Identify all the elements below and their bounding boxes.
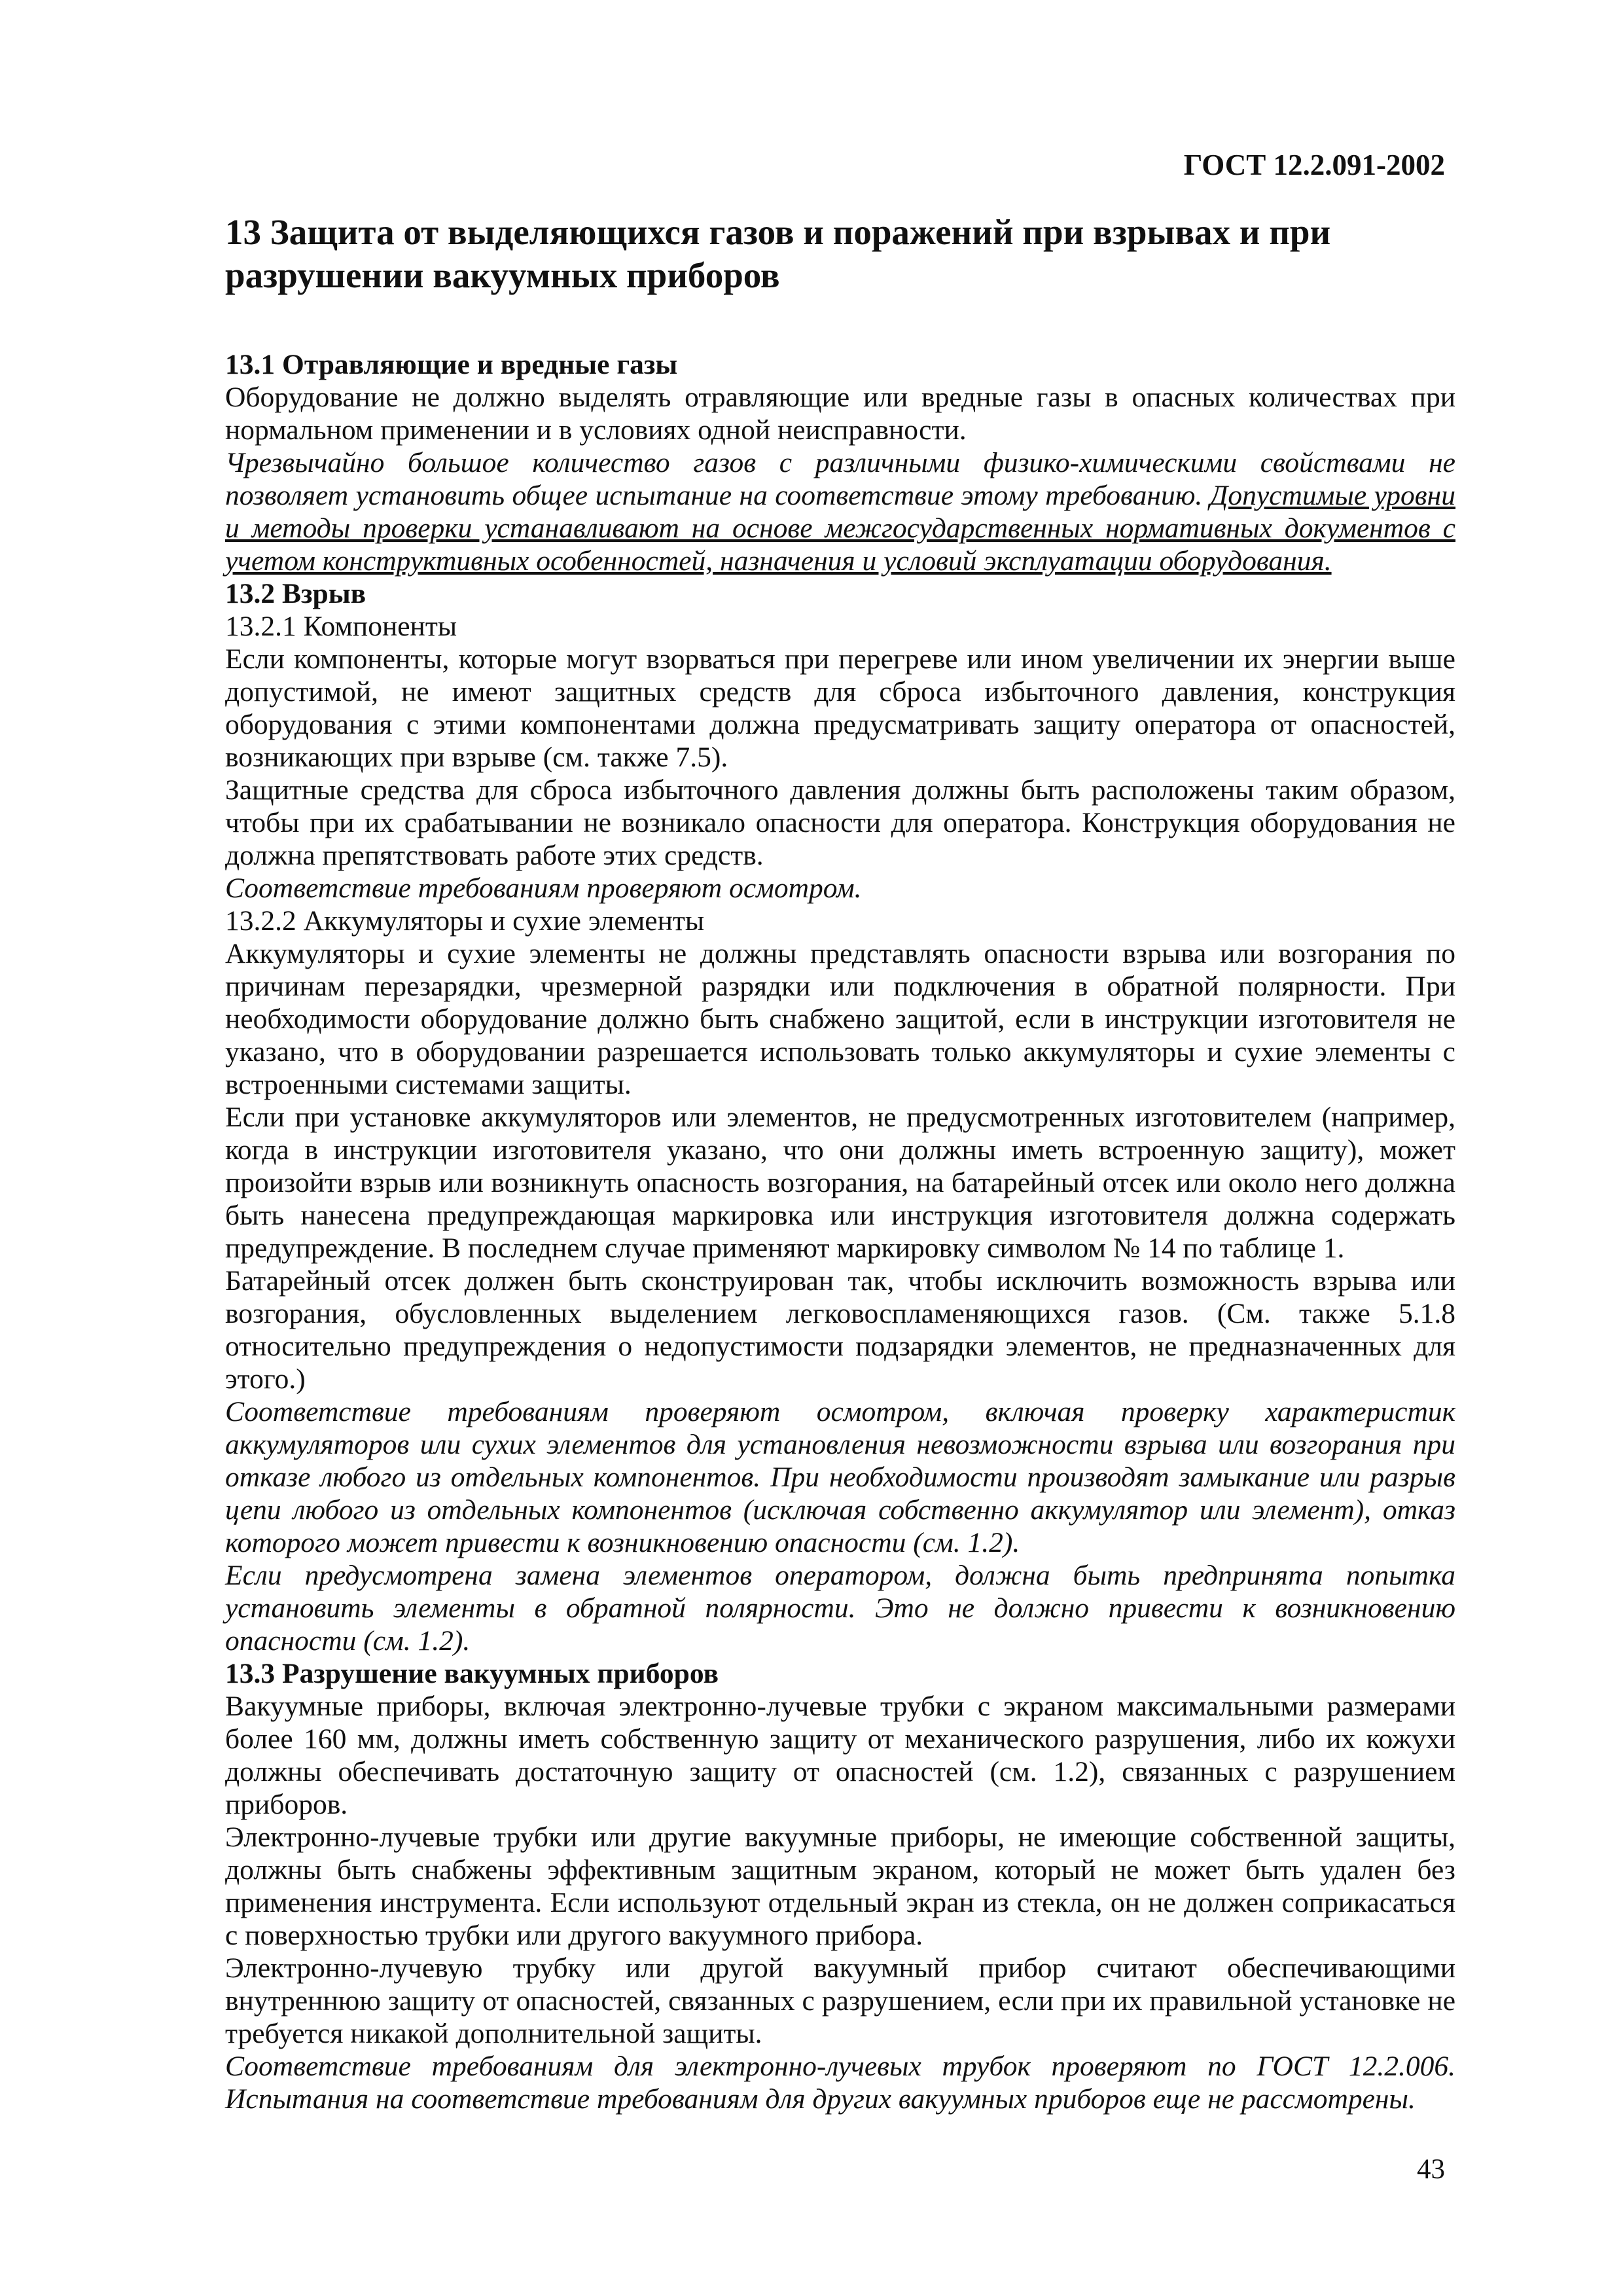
paragraph: Электронно-лучевую трубку или другой вакуумный прибор считают обеспечивающими внутреннюю защиту от опасностей, связанных с разрушением, если при их правильной установке не требуется никакой дополнительной защиты. (225, 1952, 1455, 2049)
paragraph (225, 446, 1455, 577)
document-header: ГОСТ 12.2.091-2002 (1183, 149, 1445, 181)
paragraph: Батарейный отсек должен быть сконструирован так, чтобы исключить возможность взрыва или возгорания, обусловленных выделением легковоспламеняющихся газов. (См. также 5.1.8 относительно предупреждения о недопустимости подзарядки элементов, не предназначенных для этого.) (225, 1265, 1455, 1395)
paragraph: Если компоненты, которые могут взорваться при перегреве или ином увеличении их энергии выше допустимой, не имеют защитных средств для сброса избыточного давления, конструкция оборудования с этими компонентами должна предусматривать защиту оператора от опасностей, возникающих при взрыве (см. также 7.5). (225, 643, 1455, 773)
paragraph: Соответствие требованиям для электронно-лучевых трубок проверяют по ГОСТ 12.2.006. Испытания на соответствие требованиям для других вакуумных приборов еще не рассмотрены. (225, 2051, 1455, 2115)
paragraph: Вакуумные приборы, включая электронно-лучевые трубки с экраном максимальными размерами более 160 мм, должны иметь собственную защиту от механического разрушения, либо их кожухи должны обеспечивать достаточную защиту от опасностей (см. 1.2), связанных с разрушением приборов. (225, 1691, 1455, 1820)
paragraph: Защитные средства для сброса избыточного давления должны быть расположены таким образом, чтобы при их срабатывании не возникало опасности для оператора. Конструкция оборудования не должна препятствовать работе этих средств. (225, 774, 1455, 871)
paragraph: Соответствие требованиям проверяют осмотром. (225, 872, 862, 904)
paragraph: Аккумуляторы и сухие элементы не должны представлять опасности взрыва или возгорания по причинам перезарядки, чрезмерной разрядки или подключения в обратной полярности. При необходимости оборудование должно быть снабжено защитой, если в инструкции изготовителя не указано, что в оборудовании разрешается использовать только аккумуляторы и сухие элементы с встроенными системами защиты. (225, 938, 1455, 1100)
paragraph: Если предусмотрена замена элементов оператором, должна быть предпринята попытка установить элементы в обратной полярности. Это не должно привести к возникновению опасности (см. 1.2). (225, 1560, 1455, 1657)
paragraph: Соответствие требованиям проверяют осмотром, включая проверку характеристик аккумуляторов или сухих элементов для установления невозможности взрыва или возгорания при отказе любого из отдельных компонентов. При необходимости производят замыкание или разрыв цепи любого из отдельных компонентов (исключая собственно аккумулятор или элемент), отказ которого может привести к возникновению опасности (см. 1.2). (225, 1396, 1455, 1558)
section-13-1-title: 13.1 Отравляющие и вредные газы (225, 349, 678, 380)
chapter-title: 13 Защита от выделяющихся газов и поражений при взрывах и при разрушении вакуумных приборов (225, 212, 1331, 295)
section-13-3-title: 13.3 Разрушение вакуумных приборов (225, 1658, 719, 1689)
document-body (225, 211, 1455, 2115)
italic-text: Чрезвычайно большое количество газов с различными физико-химическими свойствами не позволяет установить общее испытание на соответствие этому требованию. (225, 447, 1455, 511)
paragraph: Если при установке аккумуляторов или элементов, не предусмотренных изготовителем (например, когда в инструкции изготовителя указано, что они должны иметь встроенную защиту), может произойти взрыв или возникнуть опасность возгорания, на батарейный отсек или около него должна быть нанесена предупреждающая маркировка или инструкция изготовителя должна содержать предупреждение. В последнем случае применяют маркировку символом № 14 по таблице 1. (225, 1102, 1455, 1264)
underlined-text: Допустимые уровни и методы проверки устанавливают на основе межгосударственных нормативных документов с учетом конструктивных особенностей, назначения и условий эксплуатации оборудования. (225, 480, 1456, 577)
subsection-13-2-1-title: 13.2.1 Компоненты (225, 611, 457, 642)
section-13-2-title: 13.2 Взрыв (225, 578, 366, 609)
paragraph: Оборудование не должно выделять отравляющие или вредные газы в опасных количествах при нормальном применении и в условиях одной неисправности. (225, 382, 1455, 446)
paragraph: Электронно-лучевые трубки или другие вакуумные приборы, не имеющие собственной защиты, должны быть снабжены эффективным защитным экраном, который не может быть удален без применения инструмента. Если используют отдельный экран из стекла, он не должен соприкасаться с поверхностью трубки или другого вакуумного прибора. (225, 1821, 1455, 1951)
subsection-13-2-2-title: 13.2.2 Аккумуляторы и сухие элементы (225, 905, 705, 937)
page-number: 43 (1417, 2154, 1445, 2185)
